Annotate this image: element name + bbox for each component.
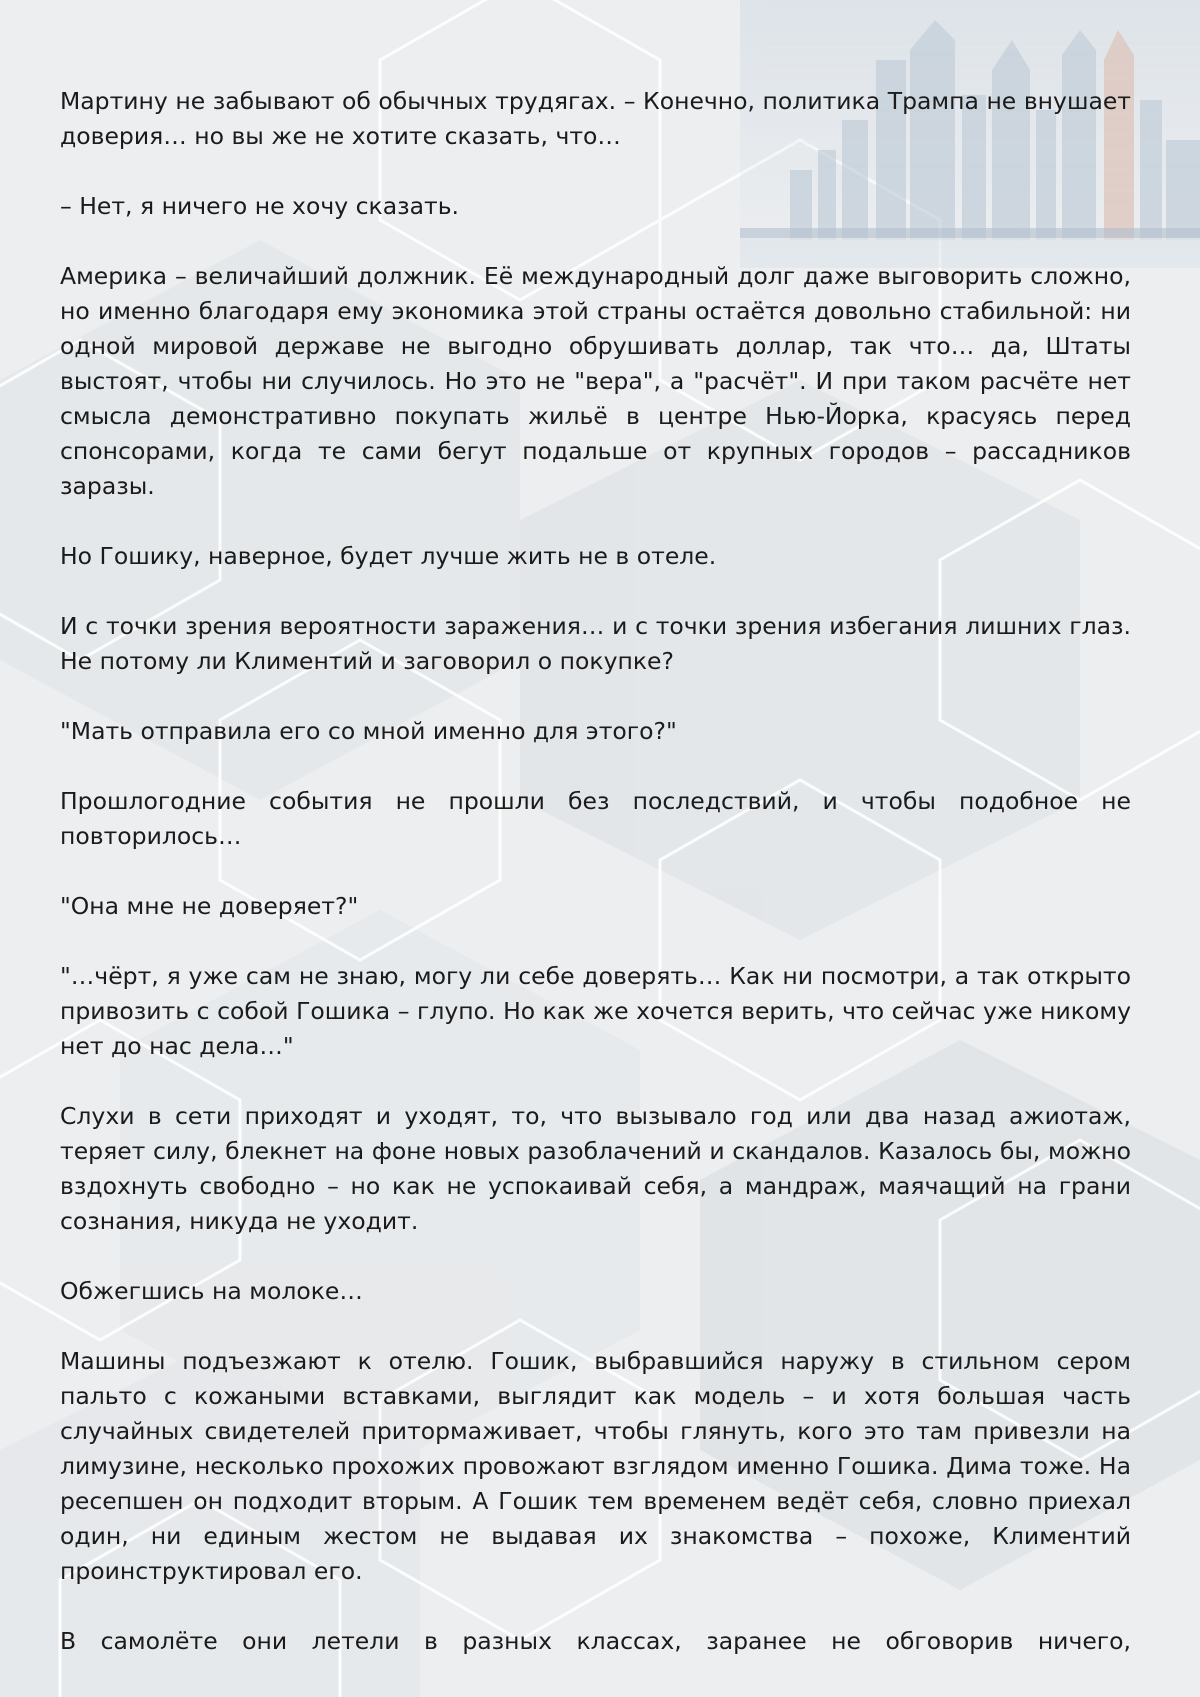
paragraph: Машины подъезжают к отелю. Гошик, выбравшийся наружу в стильном сером пальто с кожаными вставками, выглядит как модель – и хотя большая часть случайных свидетелей притормаживает, чтобы глянуть, кого это там привезли на лимузине, несколько прохожих провожают взглядом именно Гошика. Дима тоже. На ресепшен он подходит вторым. А Гошик тем временем ведёт себя, словно приехал один, ни единым жестом не выдавая их знакомства – похоже, Климентий проинструктировал его.	[60, 1347, 1131, 1585]
paragraph: "Она мне не доверяет?"	[60, 892, 359, 920]
paragraph: – Нет, я ничего не хочу сказать.	[60, 192, 460, 220]
paragraph: "Мать отправила его со мной именно для этого?"	[60, 717, 677, 745]
paragraph: Слухи в сети приходят и уходят, то, что вызывало год или два назад ажиотаж, теряет силу, блекнет на фоне новых разоблачений и скандалов. Казалось бы, можно вздохнуть свободно – но как не успокаивай себя, а мандраж, маячащий на грани сознания, никуда не уходит.	[60, 1102, 1131, 1235]
document-body	[60, 84, 1131, 1659]
paragraph: Мартину не забывают об обычных трудягах. – Конечно, политика Трампа не внушает доверия… но вы же не хотите сказать, что…	[60, 87, 1131, 150]
paragraph: Но Гошику, наверное, будет лучше жить не в отеле.	[60, 542, 717, 570]
paragraph: "…чёрт, я уже сам не знаю, могу ли себе доверять… Как ни посмотри, а так открыто привозить с собой Гошика – глупо. Но как же хочется верить, что сейчас уже никому нет до нас дела…"	[60, 962, 1131, 1060]
paragraph: В самолёте они летели в разных классах, заранее не обговорив ничего,	[60, 1627, 1131, 1655]
paragraph: Америка – величайший должник. Её международный долг даже выговорить сложно, но именно благодаря ему экономика этой страны остаётся довольно стабильной: ни одной мировой державе не выгодно обрушивать доллар, так что… да, Штаты выстоят, чтобы ни случилось. Но это не "вера", а "расчёт". И при таком расчёте нет смысла демонстративно покупать жильё в центре Нью-Йорка, красуясь перед спонсорами, когда те сами бегут подальше от крупных городов – рассадников заразы.	[60, 262, 1131, 500]
paragraph: Обжегшись на молоке…	[60, 1277, 363, 1305]
paragraph: И с точки зрения вероятности заражения… и с точки зрения избегания лишних глаз. Не потому ли Климентий и заговорил о покупке?	[60, 612, 1131, 675]
paragraph: Прошлогодние события не прошли без последствий, и чтобы подобное не повторилось…	[60, 787, 1131, 850]
